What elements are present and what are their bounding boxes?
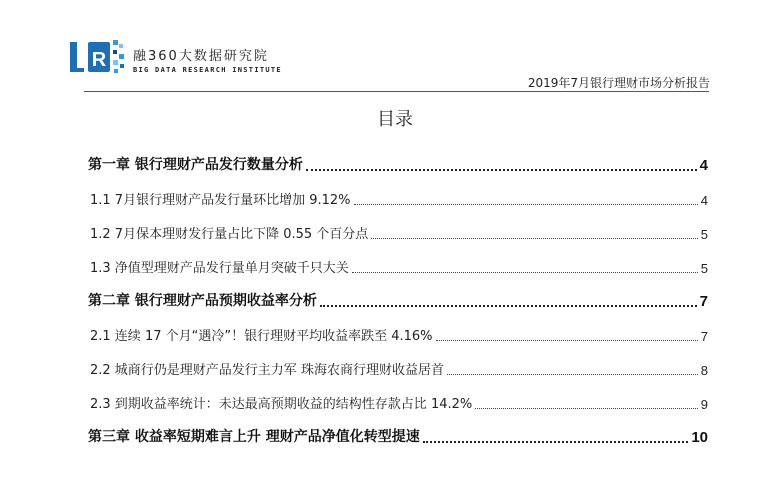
- table-of-contents: [88, 148, 708, 454]
- brand-subtitle: BIG DATA RESEARCH INSTITUTE: [133, 66, 282, 74]
- toc-entry-title: 2.3 到期收益率统计：未达最高预期收益的结构性存款占比 14.2%: [90, 397, 473, 412]
- toc-leader-dots: [447, 374, 698, 375]
- toc-entry[interactable]: [88, 182, 708, 216]
- toc-entry-page: 5: [700, 227, 708, 242]
- toc-entry-title: 第二章 银行理财产品预期收益率分析: [88, 293, 317, 309]
- toc-leader-dots: [475, 408, 698, 409]
- toc-leader-dots: [306, 169, 697, 171]
- toc-entry[interactable]: [88, 352, 708, 386]
- toc-entry-page: 10: [691, 429, 708, 446]
- report-title: 2019年7月银行理财市场分析报告: [527, 76, 710, 90]
- toc-entry[interactable]: [88, 420, 708, 454]
- toc-entry[interactable]: [88, 386, 708, 420]
- toc-leader-dots: [352, 272, 698, 273]
- toc-entry-page: 7: [700, 329, 708, 344]
- toc-entry-title: 第三章 收益率短期难言上升 理财产品净值化转型提速: [88, 429, 420, 445]
- toc-entry[interactable]: [88, 148, 708, 182]
- toc-entry[interactable]: [88, 250, 708, 284]
- toc-leader-dots: [436, 340, 698, 341]
- page-header: [0, 0, 776, 96]
- toc-entry-title: 1.1 7月银行理财产品发行量环比增加 9.12%: [90, 193, 351, 208]
- toc-entry-page: 9: [700, 397, 708, 412]
- rong360-logo-icon: [70, 38, 130, 78]
- toc-leader-dots: [371, 238, 697, 239]
- toc-leader-dots: [320, 305, 697, 307]
- toc-leader-dots: [423, 441, 689, 443]
- toc-entry[interactable]: [88, 318, 708, 352]
- toc-entry-page: 4: [700, 193, 708, 208]
- toc-leader-dots: [354, 204, 698, 205]
- toc-entry[interactable]: [88, 216, 708, 250]
- toc-entry-title: 1.3 净值型理财产品发行量单月突破千只大关: [90, 261, 349, 276]
- toc-entry-page: 7: [699, 293, 708, 310]
- toc-entry-title: 2.1 连续 17 个月“遇冷”！银行理财平均收益率跌至 4.16%: [90, 329, 433, 344]
- brand-name: 融360大数据研究院: [133, 49, 269, 64]
- toc-entry[interactable]: [88, 284, 708, 318]
- toc-heading: 目录: [377, 109, 413, 130]
- toc-entry-page: 5: [700, 261, 708, 276]
- toc-entry-page: 8: [700, 363, 708, 378]
- toc-entry-page: 4: [699, 157, 708, 174]
- toc-entry-title: 1.2 7月保本理财发行量占比下降 0.55 个百分点: [90, 227, 369, 242]
- toc-entry-title: 第一章 银行理财产品发行数量分析: [88, 157, 303, 173]
- header-divider: [84, 91, 709, 92]
- svg-text:R: R: [91, 49, 107, 71]
- toc-entry-title: 2.2 城商行仍是理财产品发行主力军 珠海农商行理财收益居首: [90, 363, 444, 378]
